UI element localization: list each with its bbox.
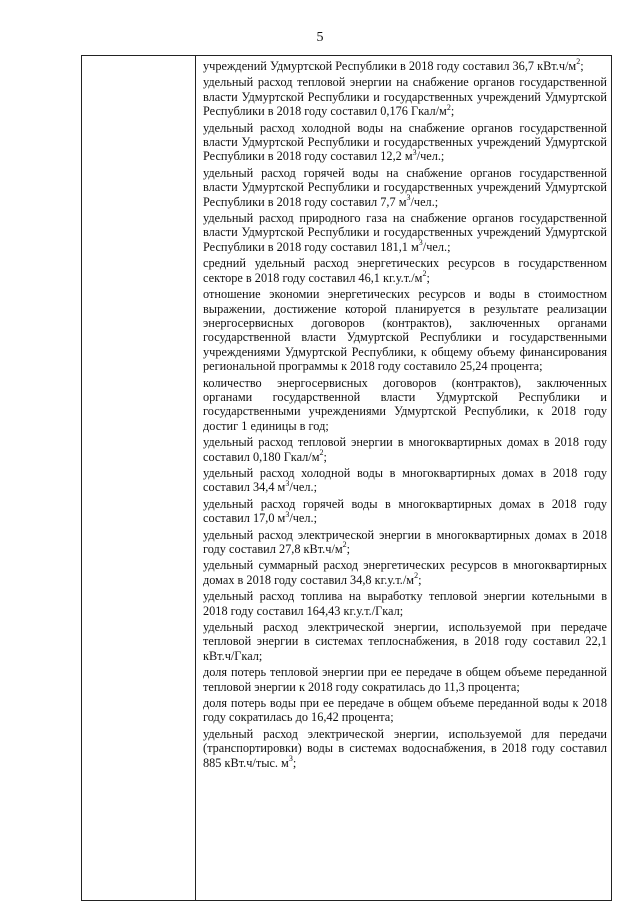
paragraph-text: удельный расход тепловой энергии в многоквартирных домах в 2018 году составил 0,180 Гкал/м (203, 435, 607, 464)
paragraph-text: доля потерь воды при ее передаче в общем объеме переданной воды к 2018 году сократилась до 16,42 процента; (203, 696, 607, 725)
document-table (81, 55, 612, 901)
paragraph-text: удельный расход электрической энергии, используемой для передачи (транспортировки) воды в системах водоснабжения, в 2018 году составил 885 кВт.ч/тыс. м (203, 726, 607, 770)
unit-superscript: 3 (285, 478, 290, 488)
text-paragraph (203, 75, 607, 118)
paragraph-text: удельный расход электрической энергии в многоквартирных домах в 2018 году составил 27,8 кВт.ч/м (203, 527, 607, 556)
paragraph-text: удельный расход холодной воды на снабжение органов государственной власти Удмуртской Республики и государственных учреждений Удмуртской Республики в 2018 году составил 12,2 м (203, 120, 607, 164)
unit-superscript: 2 (422, 269, 427, 279)
text-paragraph (203, 121, 607, 164)
column-divider (195, 56, 196, 900)
unit-superscript: 3 (285, 509, 290, 519)
unit-superscript: 2 (319, 447, 324, 457)
text-paragraph (203, 589, 607, 618)
paragraph-text: учреждений Удмуртской Республики в 2018 году составил 36,7 кВт.ч/м (203, 59, 577, 73)
unit-suffix: /чел.; (410, 194, 439, 209)
paragraph-text: средний удельный расход энергетических ресурсов в государственном секторе в 2018 году составил 46,1 кг.у.т./м (203, 256, 607, 285)
text-paragraph (203, 435, 607, 464)
text-paragraph (203, 558, 607, 587)
unit-suffix: ; (346, 542, 351, 556)
unit-suffix: ; (292, 755, 297, 770)
text-paragraph (203, 696, 607, 725)
unit-superscript: 3 (406, 193, 411, 203)
unit-suffix: ; (426, 270, 430, 285)
unit-suffix: ; (580, 59, 584, 73)
unit-superscript: 2 (446, 102, 451, 112)
text-paragraph (203, 376, 607, 434)
paragraph-text: удельный расход тепловой энергии на снабжение органов государственной власти Удмуртской Республики и государственных учреждений Удмуртской Республики в 2018 году составил 0,176 Гкал/м (203, 75, 607, 119)
paragraph-text: удельный расход горячей воды на снабжение органов государственной власти Удмуртской Республики и государственных учреждений Удмуртской Республики в 2018 году составил 7,7 м (203, 165, 607, 209)
unit-superscript: 2 (414, 571, 419, 581)
unit-superscript: 3 (418, 238, 423, 248)
paragraph-text: количество энергосервисных договоров (контрактов), заключенных органами государственной власти Удмуртской Республики и государственными учреждениями Удмуртской Республики, к 2018 году достиг 1 единицы в год; (203, 375, 607, 433)
text-paragraph (203, 665, 607, 694)
text-paragraph (203, 166, 607, 209)
table-cell-content (203, 59, 607, 772)
unit-superscript: 3 (288, 754, 293, 764)
unit-superscript: 3 (412, 147, 417, 157)
paragraph-list (203, 59, 607, 770)
paragraph-text: доля потерь тепловой энергии при ее передаче в общем объеме переданной тепловой энергии к 2018 году сократилась до 11,3 процента; (203, 665, 607, 694)
paragraph-text: удельный расход электрической энергии, используемой при передаче тепловой энергии в системах теплоснабжения, в 2018 году составил 22,1 кВт.ч/Гкал; (203, 620, 607, 663)
unit-suffix: /чел.; (416, 149, 445, 164)
text-paragraph (203, 528, 607, 557)
paragraph-text: удельный расход топлива на выработку тепловой энергии котельными в 2018 году составил 164,43 кг.у.т./Гкал; (203, 589, 607, 618)
text-paragraph (203, 497, 607, 526)
paragraph-text: удельный расход холодной воды в многоквартирных домах в 2018 году составил 34,4 м (203, 465, 607, 495)
text-paragraph (203, 256, 607, 285)
unit-superscript: 2 (576, 57, 581, 67)
unit-suffix: ; (418, 572, 422, 587)
unit-suffix: ; (450, 104, 455, 119)
text-paragraph (203, 211, 607, 254)
unit-superscript: 2 (342, 540, 347, 550)
unit-suffix: /чел.; (422, 239, 451, 254)
unit-suffix: ; (323, 449, 327, 464)
page-number: 5 (316, 30, 324, 45)
paragraph-text: удельный расход природного газа на снабжение органов государственной власти Удмуртской Республики и государственных учреждений Удмуртской Республики в 2018 году составил 181,1 м (203, 211, 607, 254)
text-paragraph (203, 287, 607, 373)
text-paragraph (203, 620, 607, 663)
text-paragraph (203, 466, 607, 495)
text-paragraph (203, 727, 607, 770)
unit-suffix: /чел.; (289, 480, 318, 495)
unit-suffix: /чел.; (289, 511, 318, 526)
paragraph-text: отношение экономии энергетических ресурсов и воды в стоимостном выражении, достижение которой планируется в результате реализации энергосервисных договоров (контрактов), заключенных органами государственной власти Удмуртской Республики и государственными учреждениями Удмуртской Республики, к общему объему финансирования региональной программы к 2018 году составило 25,24 процента; (203, 287, 607, 374)
paragraph-text: удельный суммарный расход энергетических ресурсов в многоквартирных домах в 2018 году составил 34,8 кг.у.т./м (203, 558, 607, 587)
text-paragraph (203, 59, 607, 73)
paragraph-text: удельный расход горячей воды в многоквартирных домах в 2018 году составил 17,0 м (203, 496, 607, 526)
